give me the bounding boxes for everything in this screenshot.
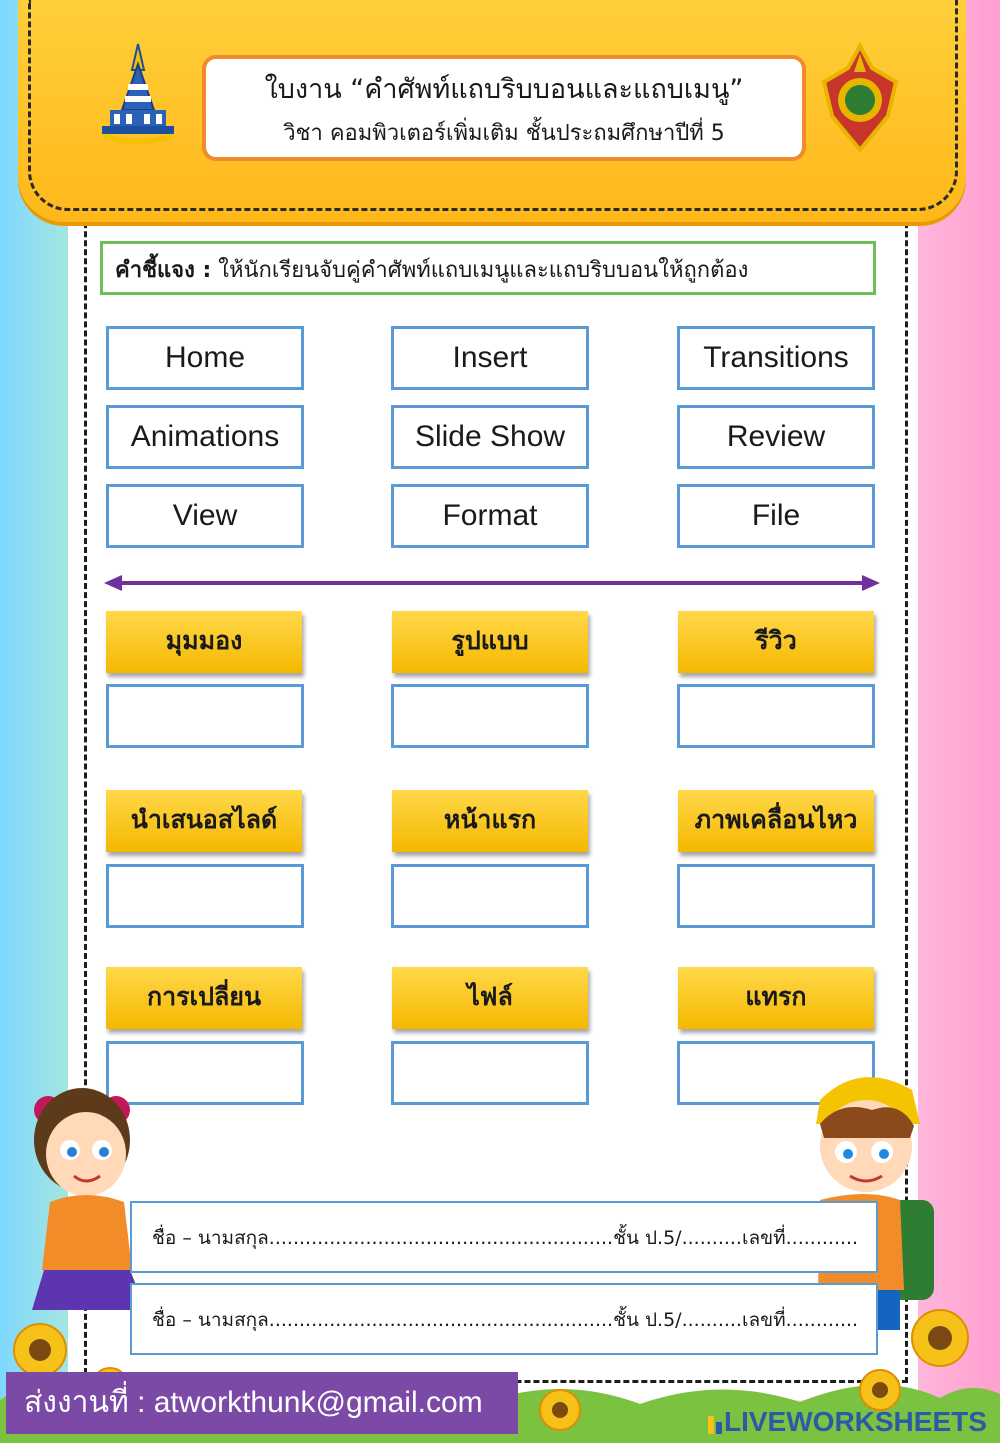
thai-label-file: ไฟล์ — [392, 967, 588, 1029]
thai-label-format: รูปแบบ — [392, 611, 588, 673]
word-box-file[interactable]: File — [677, 484, 875, 548]
submit-email-bar: ส่งงานที่ : atworkthunk@gmail.com — [6, 1372, 518, 1434]
answer-drop-zone[interactable] — [391, 864, 589, 928]
word-box-transitions[interactable]: Transitions — [677, 326, 875, 390]
liveworksheets-mark-icon — [700, 1410, 722, 1434]
thai-label-view: มุมมอง — [106, 611, 302, 673]
instruction-box — [100, 241, 876, 295]
answer-drop-zone[interactable] — [677, 684, 875, 748]
liveworksheets-logo[interactable] — [700, 1404, 992, 1440]
instruction-text: ให้นักเรียนจับคู่คำศัพท์แถบเมนูและแถบริบบอนให้ถูกต้อง — [211, 258, 749, 283]
thai-label-review: รีวิว — [678, 611, 874, 673]
word-box-review[interactable]: Review — [677, 405, 875, 469]
word-box-view[interactable]: View — [106, 484, 304, 548]
thai-label-home: หน้าแรก — [392, 790, 588, 852]
thai-label-insert: แทรก — [678, 967, 874, 1029]
word-box-home[interactable]: Home — [106, 326, 304, 390]
name-row-2[interactable]: ชื่อ – นามสกุล.........................................................ชั้น ป.5/..........เลขที่............ — [130, 1283, 878, 1355]
worksheet-subtitle: วิชา คอมพิวเตอร์เพิ่มเติม ชั้นประถมศึกษาปีที่ 5 — [283, 121, 725, 146]
worksheet-title: ใบงาน “คำศัพท์แถบริบบอนและแถบเมนู” — [264, 74, 744, 105]
answer-drop-zone[interactable] — [391, 1041, 589, 1105]
word-box-slide-show[interactable]: Slide Show — [391, 405, 589, 469]
word-box-format[interactable]: Format — [391, 484, 589, 548]
answer-drop-zone[interactable] — [391, 684, 589, 748]
word-box-animations[interactable]: Animations — [106, 405, 304, 469]
double-arrow-divider-icon — [104, 572, 880, 594]
answer-drop-zone[interactable] — [677, 864, 875, 928]
word-box-insert[interactable]: Insert — [391, 326, 589, 390]
emblem-logo-icon — [816, 42, 904, 156]
answer-drop-zone[interactable] — [106, 864, 304, 928]
instruction-label: คำชี้แจง : — [115, 258, 212, 283]
thai-label-animations: ภาพเคลื่อนไหว — [678, 790, 874, 852]
thai-label-slide-show: นำเสนอสไลด์ — [106, 790, 302, 852]
school-logo-icon — [98, 40, 178, 152]
answer-drop-zone[interactable] — [106, 684, 304, 748]
liveworksheets-brand-text: LIVEWORKSHEETS — [724, 1406, 987, 1437]
title-box — [202, 55, 806, 161]
name-row-1[interactable]: ชื่อ – นามสกุล.........................................................ชั้น ป.5/..........เลขที่............ — [130, 1201, 878, 1273]
thai-label-transitions: การเปลี่ยน — [106, 967, 302, 1029]
